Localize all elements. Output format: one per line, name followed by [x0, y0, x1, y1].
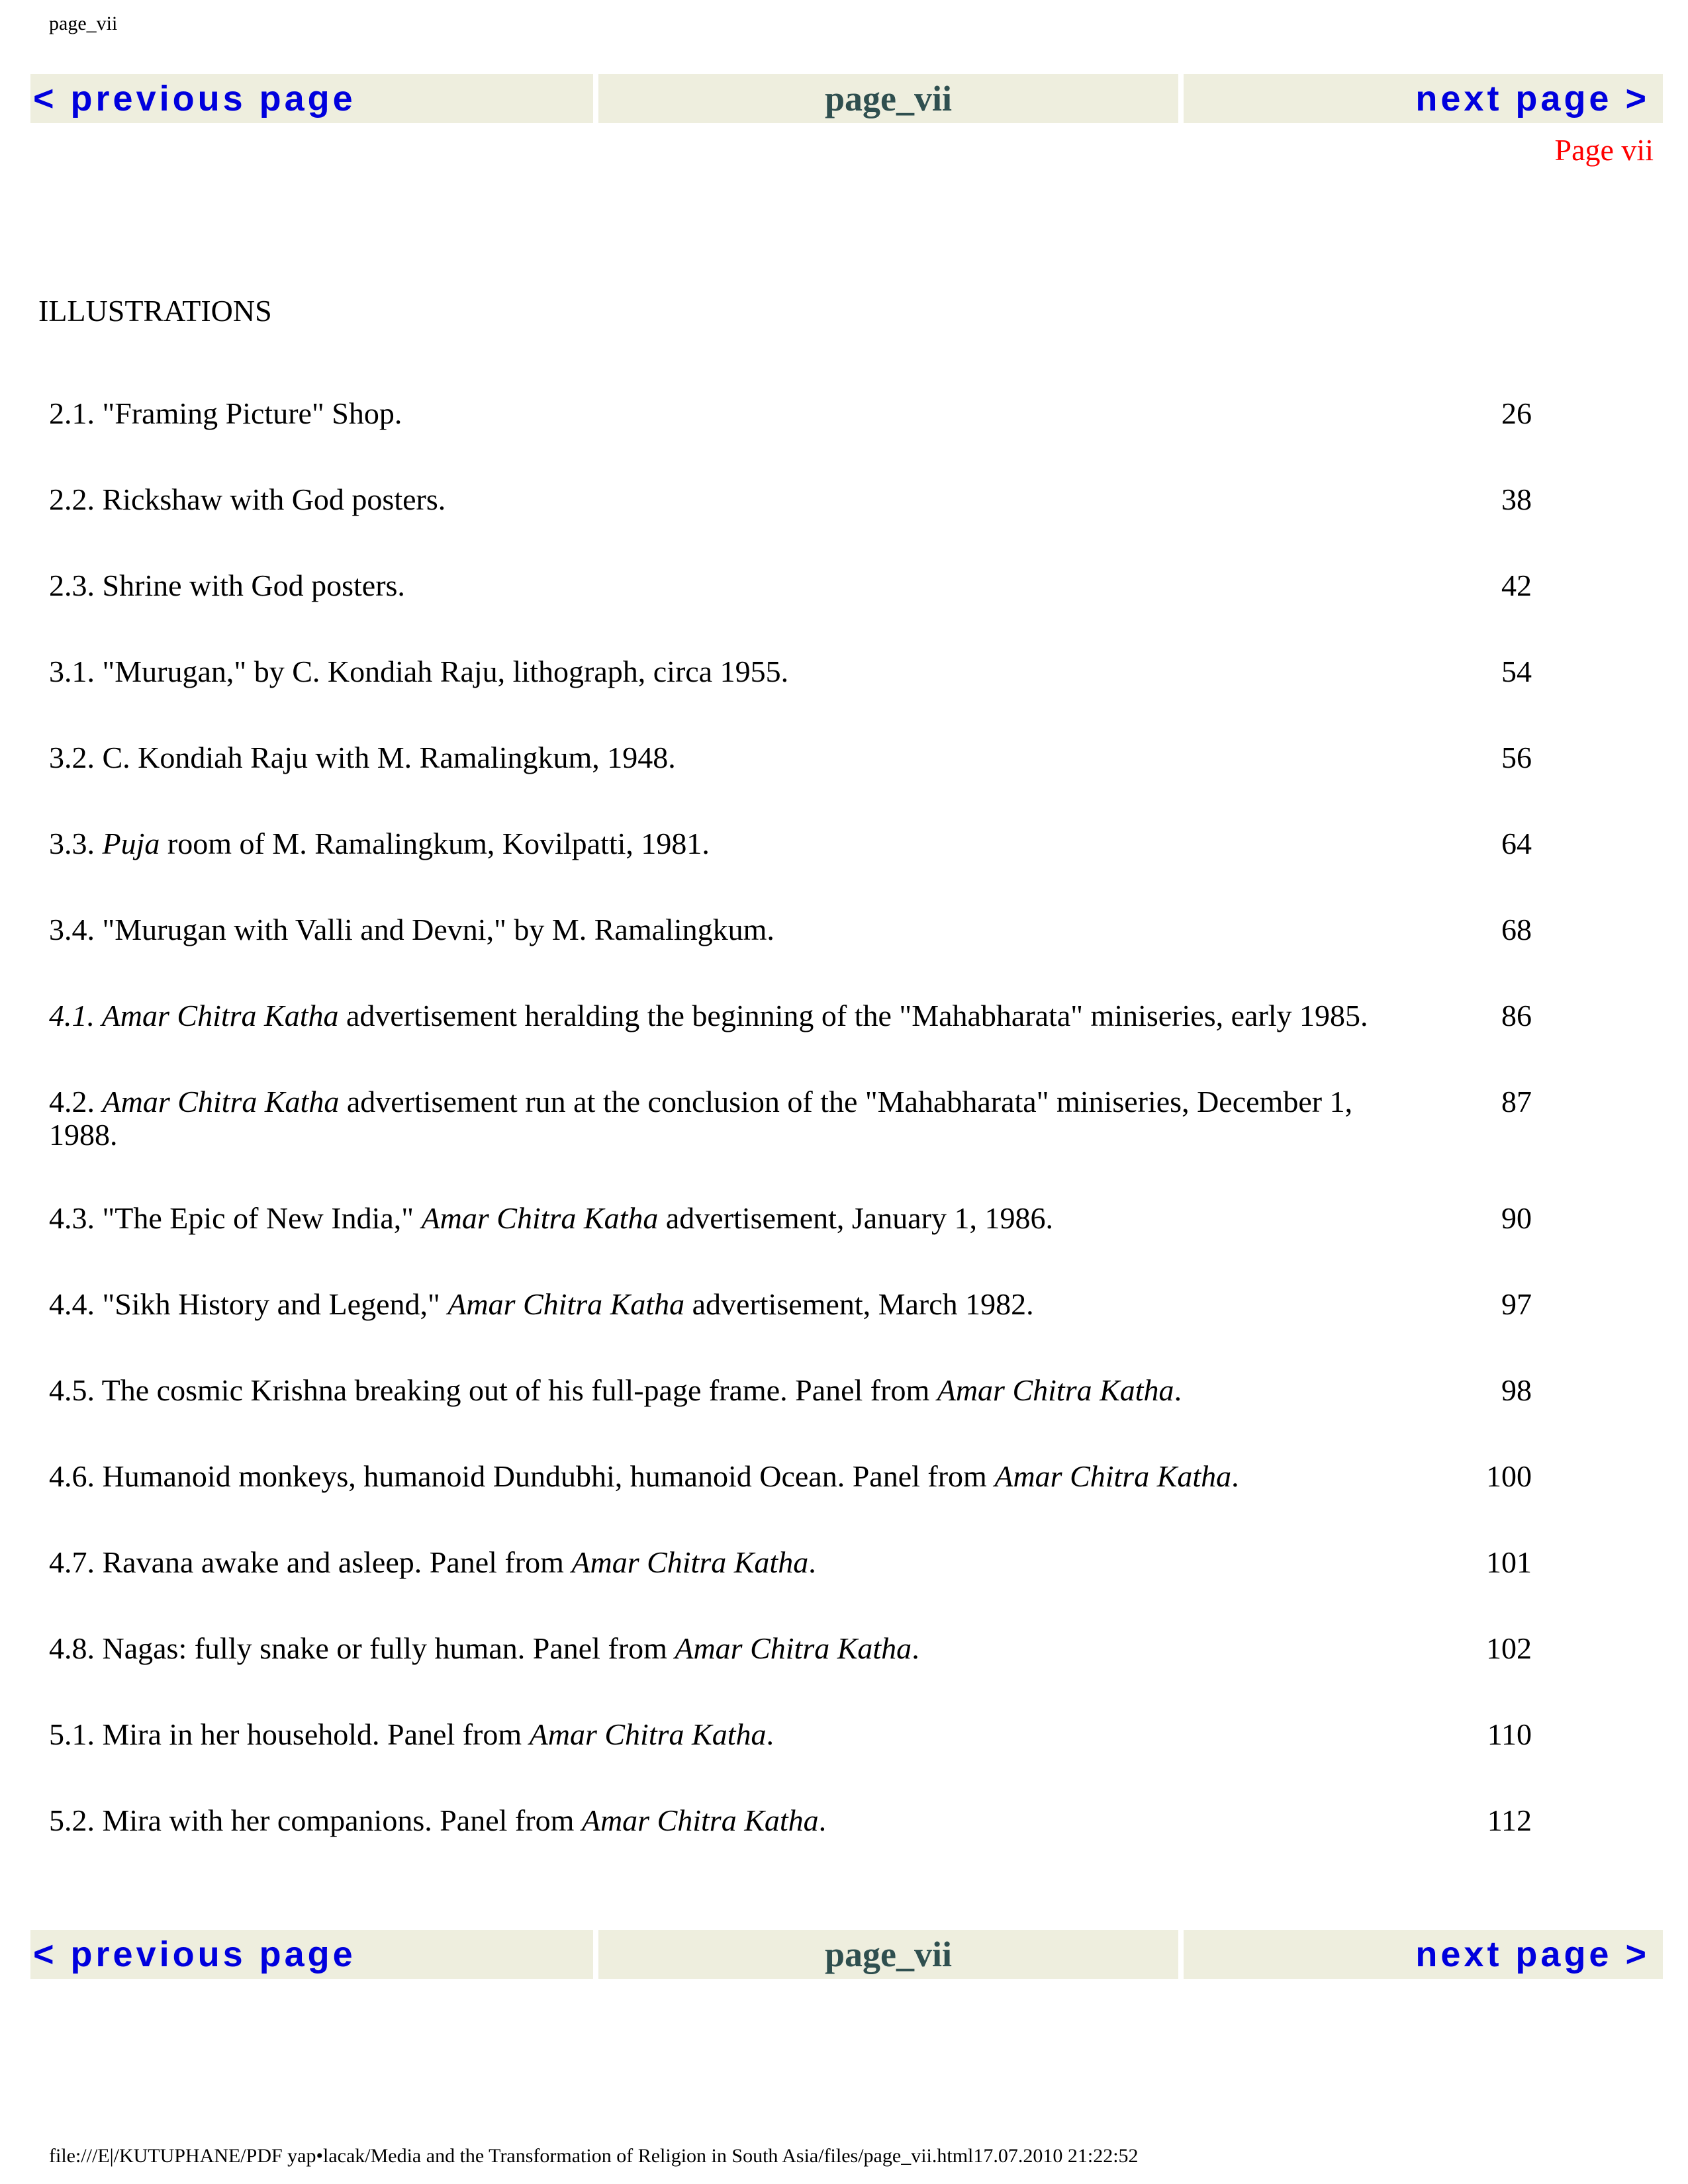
illustration-page-number: 56	[1501, 741, 1532, 774]
top-previous-page-link[interactable]: < previous page	[33, 79, 356, 118]
illustration-caption: 3.1. "Murugan," by C. Kondiah Raju, lithograph, circa 1955.	[49, 655, 789, 688]
illustration-entry	[49, 1288, 1532, 1374]
bottom-previous-cell	[30, 1930, 593, 1979]
illustration-page-number: 112	[1487, 1803, 1532, 1837]
illustration-page-number: 42	[1501, 569, 1532, 602]
top-next-cell	[1184, 74, 1663, 123]
illustration-entry	[49, 741, 1532, 827]
illustration-page-number: 86	[1501, 999, 1532, 1032]
illustration-page-number: 100	[1486, 1459, 1532, 1493]
illustration-caption: 3.2. C. Kondiah Raju with M. Ramalingkum, 1948.	[49, 741, 676, 774]
illustration-entry	[49, 1202, 1532, 1288]
illustration-page-number: 54	[1501, 655, 1532, 688]
illustration-entry	[49, 397, 1532, 483]
illustration-caption: 5.1. Mira in her household. Panel from Amar Chitra Katha.	[49, 1717, 774, 1751]
illustration-caption: 4.2. Amar Chitra Katha advertisement run at the conclusion of the "Mahabharata" miniseries, December 1, 1988.	[49, 1085, 1353, 1152]
illustration-entry	[49, 1085, 1532, 1202]
illustration-entry	[49, 1718, 1532, 1804]
illustration-caption: 4.4. "Sikh History and Legend," Amar Chitra Katha advertisement, March 1982.	[49, 1287, 1034, 1321]
illustration-caption: 4.3. "The Epic of New India," Amar Chitra Katha advertisement, January 1, 1986.	[49, 1201, 1053, 1235]
illustration-caption: 4.7. Ravana awake and asleep. Panel from Amar Chitra Katha.	[49, 1545, 816, 1579]
illustration-entry	[49, 1546, 1532, 1632]
illustration-entry	[49, 1460, 1532, 1546]
illustrations-list	[49, 397, 1532, 1890]
bottom-navigation-bar	[30, 1930, 1663, 1979]
illustration-page-number: 90	[1501, 1201, 1532, 1235]
illustration-caption: 2.1. "Framing Picture" Shop.	[49, 396, 402, 430]
illustration-caption: 5.2. Mira with her companions. Panel from Amar Chitra Katha.	[49, 1803, 827, 1837]
page-label: Page vii	[1554, 133, 1654, 167]
top-previous-cell	[30, 74, 593, 123]
illustration-entry	[49, 913, 1532, 999]
illustration-page-number: 97	[1501, 1287, 1532, 1321]
illustration-caption: 2.3. Shrine with God posters.	[49, 569, 405, 602]
illustration-page-number: 87	[1501, 1085, 1532, 1118]
illustration-caption: 2.2. Rickshaw with God posters.	[49, 482, 446, 516]
illustration-page-number: 101	[1486, 1545, 1532, 1579]
illustration-caption: 4.1. Amar Chitra Katha advertisement heralding the beginning of the "Mahabharata" miniseries, early 1985.	[49, 999, 1368, 1032]
illustration-caption: 4.8. Nagas: fully snake or fully human. Panel from Amar Chitra Katha.	[49, 1631, 919, 1665]
illustration-page-number: 64	[1501, 827, 1532, 860]
top-next-page-link[interactable]: next page >	[1415, 79, 1650, 118]
illustration-caption: 4.6. Humanoid monkeys, humanoid Dundubhi, humanoid Ocean. Panel from Amar Chitra Katha.	[49, 1459, 1239, 1493]
illustration-entry	[49, 1374, 1532, 1460]
illustration-page-number: 98	[1501, 1373, 1532, 1407]
illustration-page-number: 68	[1501, 913, 1532, 946]
illustration-page-number: 110	[1487, 1717, 1532, 1751]
bottom-previous-page-link[interactable]: < previous page	[33, 1934, 356, 1974]
illustration-caption: 3.4. "Murugan with Valli and Devni," by M. Ramalingkum.	[49, 913, 774, 946]
bottom-next-cell	[1184, 1930, 1663, 1979]
bottom-page-name-cell	[598, 1930, 1178, 1979]
top-navigation-bar	[30, 74, 1663, 123]
illustration-caption: 3.3. Puja room of M. Ramalingkum, Kovilpatti, 1981.	[49, 827, 710, 860]
top-page-name: page_vii	[824, 79, 952, 118]
header-title: page_vii	[49, 13, 118, 34]
illustration-entry	[49, 1804, 1532, 1890]
illustration-page-number: 38	[1501, 482, 1532, 516]
illustration-entry	[49, 999, 1532, 1085]
illustration-page-number: 26	[1501, 396, 1532, 430]
bottom-next-page-link[interactable]: next page >	[1415, 1934, 1650, 1974]
illustration-page-number: 102	[1486, 1631, 1532, 1665]
illustration-entry	[49, 655, 1532, 741]
top-page-name-cell	[598, 74, 1178, 123]
illustration-entry	[49, 827, 1532, 913]
footer-file-path: file:///E|/KUTUPHANE/PDF yap•lacak/Media and the Transformation of Religion in South Asia/files/page_vii.html17.07.2010 21:22:52	[49, 2145, 1139, 2167]
section-heading: ILLUSTRATIONS	[38, 294, 272, 328]
illustration-caption: 4.5. The cosmic Krishna breaking out of his full-page frame. Panel from Amar Chitra Katha.	[49, 1373, 1182, 1407]
illustration-entry	[49, 569, 1532, 655]
bottom-page-name: page_vii	[824, 1934, 952, 1974]
illustration-entry	[49, 1632, 1532, 1718]
illustration-entry	[49, 483, 1532, 569]
